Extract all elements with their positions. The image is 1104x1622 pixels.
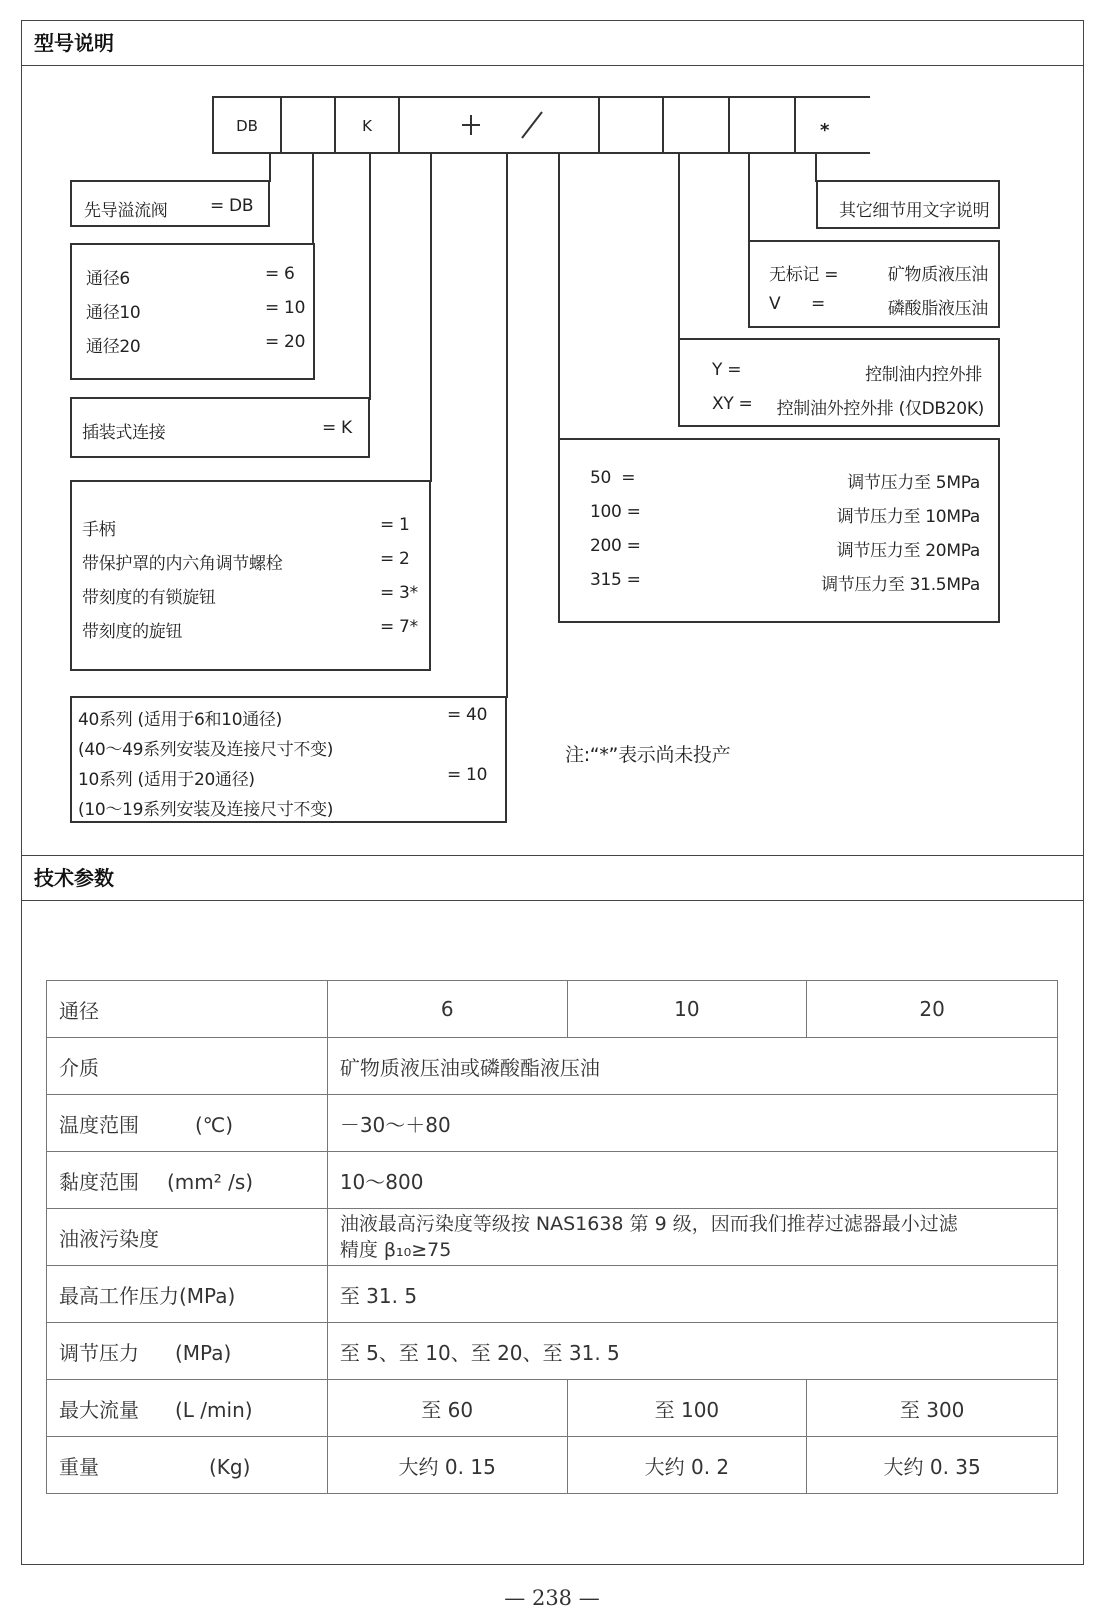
pilot-oil-code: Y = <box>712 360 742 380</box>
connector-cartridge <box>369 152 371 400</box>
row-label <box>47 1437 328 1494</box>
pilot-oil-code: XY = <box>712 394 753 414</box>
fluid-code: V = <box>769 294 825 314</box>
table-row <box>47 1038 1058 1095</box>
series-label: (10～19系列安装及连接尺寸不变) <box>78 800 334 820</box>
table-row <box>47 1266 1058 1323</box>
unit-text: (Kg) <box>209 1454 251 1479</box>
code-cell-size <box>280 96 336 154</box>
size-code: = 10 <box>265 298 306 318</box>
row-label <box>47 1152 328 1209</box>
box-adjust <box>70 480 431 671</box>
contam-line: 油液最高污染度等级按 NAS1638 第 9 级，因而我们推荐过滤器最小过滤 <box>339 1213 958 1235</box>
adjust-code: = 3* <box>380 583 418 603</box>
code-cell-k: K <box>334 96 400 154</box>
contam-line: 精度 β₁₀≥75 <box>339 1239 452 1261</box>
series-code: = 10 <box>447 765 488 785</box>
cell-value: 20 <box>807 981 1058 1038</box>
code-cell-db: DB <box>212 96 282 154</box>
adjust-label: 带刻度的有锁旋钮 <box>82 588 216 608</box>
row-label <box>47 1095 328 1152</box>
box-other-details <box>816 180 1000 229</box>
pressure-code: 50 = <box>590 468 636 488</box>
pressure-code: 200 = <box>590 536 641 556</box>
pilot-label: 先导溢流阀 <box>84 201 168 221</box>
size-label: 通径6 <box>86 269 130 289</box>
connector-size <box>312 152 314 245</box>
pilot-oil-label: 控制油外控外排 (仅DB20K) <box>776 399 984 419</box>
cell-value: 至 300 <box>807 1380 1058 1437</box>
row-label <box>47 1380 328 1437</box>
box-pressure <box>558 438 1000 623</box>
code-cell-pilot <box>662 96 730 154</box>
code-cell-other: * <box>820 120 830 141</box>
connector-pressure <box>558 152 560 440</box>
row-label <box>47 1266 328 1323</box>
section-title-tech: 技术参数 <box>21 855 1084 901</box>
adjust-code: = 1 <box>380 515 410 535</box>
table-row <box>47 1437 1058 1494</box>
table-row <box>47 1323 1058 1380</box>
cartridge-label: 插装式连接 <box>82 423 166 443</box>
cell-value: 6 <box>327 981 567 1038</box>
pilot-code: = DB <box>210 196 254 216</box>
cell-value: 大约 0. 35 <box>807 1437 1058 1494</box>
fluid-label: 矿物质液压油 <box>887 265 988 285</box>
cell-value: 至 100 <box>567 1380 807 1437</box>
connector-pilot <box>269 152 271 182</box>
section-title-model: 型号说明 <box>21 20 1084 66</box>
pressure-label: 调节压力至 10MPa <box>836 507 980 527</box>
spec-table <box>46 980 1058 1494</box>
table-row <box>47 1095 1058 1152</box>
code-line-top <box>794 96 870 98</box>
label-text: 重量 <box>59 1454 99 1479</box>
cell-value: 至 31. 5 <box>327 1266 1057 1323</box>
unit-text: (mm² /s) <box>167 1169 254 1194</box>
fluid-code: 无标记 = <box>769 265 839 285</box>
connector-adjust <box>430 152 432 482</box>
cell-value: 至 60 <box>327 1380 567 1437</box>
cell-value: －30～＋80 <box>327 1095 1057 1152</box>
table-row <box>47 981 1058 1038</box>
box-pilot-oil <box>678 338 1000 427</box>
fluid-label: 磷酸脂液压油 <box>887 299 988 319</box>
adjust-code: = 2 <box>380 549 410 569</box>
connector-pilot-oil <box>678 152 680 339</box>
row-label: 油液污染度 <box>47 1209 328 1266</box>
label-text: 温度范围 <box>59 1112 139 1137</box>
cell-value: 矿物质液压油或磷酸酯液压油 <box>327 1038 1057 1095</box>
label-text: 调节压力 <box>59 1340 139 1365</box>
label-text: 黏度范围 <box>59 1169 139 1194</box>
cell-value: 10 <box>567 981 807 1038</box>
row-label: 通径 <box>47 981 328 1038</box>
connector-other <box>815 152 817 182</box>
adjust-code: = 7* <box>380 617 418 637</box>
table-row <box>47 1380 1058 1437</box>
box-pilot-relief <box>70 180 270 227</box>
code-cell-adjust-series <box>398 96 600 154</box>
unit-text: (L /min) <box>175 1397 253 1422</box>
adjust-label: 带保护罩的内六角调节螺栓 <box>82 554 283 574</box>
cartridge-code: = K <box>322 418 352 438</box>
code-cell-pressure <box>598 96 664 154</box>
adjust-label: 手柄 <box>82 520 116 540</box>
unit-text: (MPa) <box>175 1340 232 1365</box>
box-cartridge <box>70 397 370 458</box>
note: 注:“*”表示尚未投产 <box>565 744 731 766</box>
page-number: — 238 — <box>504 1586 600 1610</box>
cell-value: 大约 0. 2 <box>567 1437 807 1494</box>
other-label: 其它细节用文字说明 <box>839 201 990 221</box>
pressure-label: 调节压力至 5MPa <box>847 473 980 493</box>
label-text: 最高工作压力 <box>59 1283 179 1308</box>
separator-marks <box>400 98 598 152</box>
code-line-bottom <box>794 152 870 154</box>
box-series <box>70 696 507 823</box>
pressure-label: 调节压力至 31.5MPa <box>821 575 980 595</box>
row-label <box>47 1323 328 1380</box>
cell-value <box>327 1209 1057 1266</box>
series-label: 10系列 (适用于20通径) <box>78 770 255 790</box>
connector-fluid <box>748 152 750 242</box>
series-label: (40～49系列安装及连接尺寸不变) <box>78 740 334 760</box>
table-row <box>47 1152 1058 1209</box>
table-row <box>47 1209 1058 1266</box>
cell-value: 大约 0. 15 <box>327 1437 567 1494</box>
cell-value: 至 5、至 10、至 20、至 31. 5 <box>327 1323 1057 1380</box>
connector-series <box>506 152 508 698</box>
unit-text: (MPa) <box>179 1283 236 1308</box>
code-cell-fluid <box>728 96 796 154</box>
row-label: 介质 <box>47 1038 328 1095</box>
pilot-oil-label: 控制油内控外排 <box>865 365 982 385</box>
pressure-label: 调节压力至 20MPa <box>836 541 980 561</box>
size-code: = 20 <box>265 332 306 352</box>
box-fluid <box>748 240 1000 328</box>
series-code: = 40 <box>447 705 488 725</box>
box-size <box>70 243 315 380</box>
size-label: 通径20 <box>86 337 141 357</box>
size-code: = 6 <box>265 264 295 284</box>
size-label: 通径10 <box>86 303 141 323</box>
series-label: 40系列 (适用于6和10通径) <box>78 710 282 730</box>
adjust-label: 带刻度的旋钮 <box>82 622 183 642</box>
label-text: 最大流量 <box>59 1397 139 1422</box>
pressure-code: 315 = <box>590 570 641 590</box>
unit-text: (℃) <box>195 1112 234 1137</box>
cell-value: 10～800 <box>327 1152 1057 1209</box>
pressure-code: 100 = <box>590 502 641 522</box>
